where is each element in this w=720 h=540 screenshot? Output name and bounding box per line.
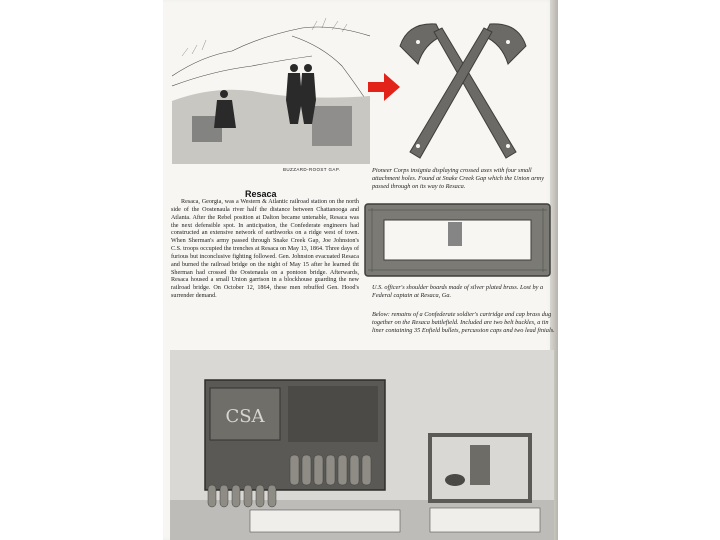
article-heading: Resaca xyxy=(245,189,277,199)
relics-caption: Below: remains of a Confederate soldier's cartridge and cap brass dug together on the Resaca battlefield. Included are two belt buckles, a tin liner containing 35 Enfield bullets, percussion caps and two lead finials. xyxy=(372,311,555,335)
shoulder-boards xyxy=(360,200,555,280)
relics-photograph xyxy=(170,350,554,540)
engraving-caption: BUZZARD-ROOST GAP. xyxy=(283,167,341,172)
crossed-axes-insignia xyxy=(388,14,538,164)
engraving-illustration xyxy=(172,16,370,164)
csa-plaque-text: CSA xyxy=(225,406,265,427)
axes-caption: Pioneer Corps insignia displaying crossed axes with four small attachment holes. Found at Snake Creek Gap which the Union army passed through on its way to Resaca. xyxy=(372,167,545,191)
boards-caption: U.S. officer's shoulder boards made of silver plated brass. Lost by a Federal captain at Resaca, Ga. xyxy=(372,284,544,300)
article-body: Resaca, Georgia, was a Western & Atlantic railroad station on the north side of the Oostenaula river half the distance between Chattanooga and Atlanta. After the Rebel position at Dalton became untenable, Resaca was the next defensible spot. In anticipation, the Confederate engineers had constructed an extensive network of earthworks on a ridge west of town. When Sherman's army passed through Snake Creek Gap, Joe Johnston's C.S. troops occupied the trenches at Resaca on May 13, 1864. Three days of furious but inconclusive fighting followed. Gen. Johnston evacuated Resaca and burned the railroad bridge on the night of May 15 after he learned tht Sherman had crossed the Oostenaula on a pontoon bridge. Afterwards, Resaca housed a small Union garrison in a blockhouse guarding the new railroad bridge. On October 12, 1864, these men rebuffed Gen. Hood's surrender demand. xyxy=(171,199,359,300)
